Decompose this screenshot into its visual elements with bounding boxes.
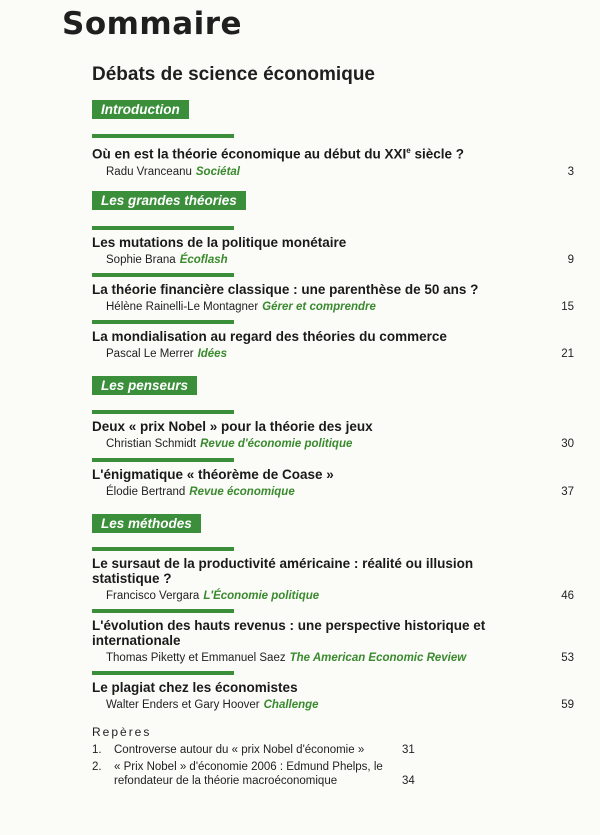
entry-title: Les mutations de la politique monétaire [92, 235, 347, 250]
reperes-item[interactable] [92, 760, 422, 788]
entry-bar [92, 547, 234, 551]
entry-page-number: 9 [567, 254, 574, 266]
entry-author: Thomas Piketty et Emmanuel Saez [106, 652, 286, 664]
entry-title: Le sursaut de la productivité américaine : réalité ou illusion statistique ? [92, 556, 474, 586]
reperes-item-page: 31 [402, 744, 415, 756]
entry-source: Écoflash [179, 254, 228, 266]
entry-source: Gérer et comprendre [262, 301, 376, 313]
reperes-item-page: 34 [402, 775, 415, 787]
entry-page-number: 53 [561, 652, 574, 664]
entry-page-number: 3 [567, 165, 574, 178]
entry-page-number: 15 [561, 301, 574, 313]
section-tab-introduction: Introduction [92, 100, 189, 119]
reperes-heading: Repères [92, 725, 152, 739]
entry-author: Walter Enders et Gary Hoover [106, 699, 260, 711]
section-tab-grandes-theories: Les grandes théories [92, 191, 246, 210]
entry-author: Francisco Vergara [106, 590, 200, 602]
entry-source: Challenge [263, 699, 319, 711]
entry-page-number: 37 [561, 486, 574, 498]
entry-title: L'évolution des hauts revenus : une perspective historique et internationale [92, 618, 486, 648]
entry-author: Hélène Rainelli-Le Montagner [106, 301, 259, 313]
reperes-item-text: « Prix Nobel » d'économie 2006 : Edmund Phelps, le refondateur de la théorie macroéconomique [114, 761, 383, 787]
entry-author: Sophie Brana [106, 254, 176, 266]
entry-source: Revue économique [189, 486, 295, 498]
entry-bar [92, 410, 234, 414]
reperes-item-number: 1. [92, 744, 102, 756]
entry-bar [92, 134, 234, 138]
toc-entry[interactable] [92, 273, 576, 314]
toc-entry[interactable] [92, 547, 576, 603]
section-tab-methodes: Les méthodes [92, 514, 201, 533]
entry-page-number: 21 [561, 348, 574, 360]
entry-bar [92, 671, 234, 675]
toc-entry[interactable] [92, 609, 576, 665]
entry-source: The American Economic Review [289, 652, 467, 664]
reperes-item[interactable] [92, 743, 422, 757]
entry-source: Revue d'économie politique [200, 438, 353, 450]
entry-bar [92, 320, 234, 324]
entry-title: La mondialisation au regard des théories du commerce [92, 329, 447, 344]
entry-page-number: 46 [561, 590, 574, 602]
reperes-item-text: Controverse autour du « prix Nobel d'économie » [114, 744, 365, 756]
toc-entry[interactable] [92, 226, 576, 267]
entry-author: Élodie Bertrand [106, 486, 186, 498]
entry-page-number: 30 [561, 438, 574, 450]
toc-entry[interactable] [92, 671, 576, 712]
entry-author: Radu Vranceanu [106, 165, 192, 178]
entry-title: Le plagiat chez les économistes [92, 680, 298, 695]
entry-bar [92, 273, 234, 277]
section-tab-penseurs: Les penseurs [92, 376, 197, 395]
entry-source: L'Économie politique [203, 590, 320, 602]
entry-title: Deux « prix Nobel » pour la théorie des jeux [92, 419, 373, 434]
entry-title: La théorie financière classique : une parenthèse de 50 ans ? [92, 282, 479, 297]
entry-bar [92, 458, 234, 462]
toc-entry[interactable] [92, 134, 576, 179]
reperes-item-number: 2. [92, 761, 102, 773]
entry-title: L'énigmatique « théorème de Coase » [92, 467, 334, 482]
toc-entry[interactable] [92, 320, 576, 361]
toc-entry[interactable] [92, 458, 576, 499]
entry-bar [92, 609, 234, 613]
page-subtitle: Débats de science économique [92, 64, 375, 85]
entry-source: Idées [197, 348, 227, 360]
reperes-block [92, 725, 422, 791]
entry-bar [92, 226, 234, 230]
entry-title: Où en est la théorie économique au début du XXIe siècle ? [92, 146, 465, 162]
entry-author: Pascal Le Merrer [106, 348, 194, 360]
entry-author: Christian Schmidt [106, 438, 197, 450]
entry-source: Sociétal [195, 165, 240, 178]
page-title: Sommaire [62, 6, 243, 42]
toc-entry[interactable] [92, 410, 576, 451]
entry-page-number: 59 [561, 699, 574, 711]
